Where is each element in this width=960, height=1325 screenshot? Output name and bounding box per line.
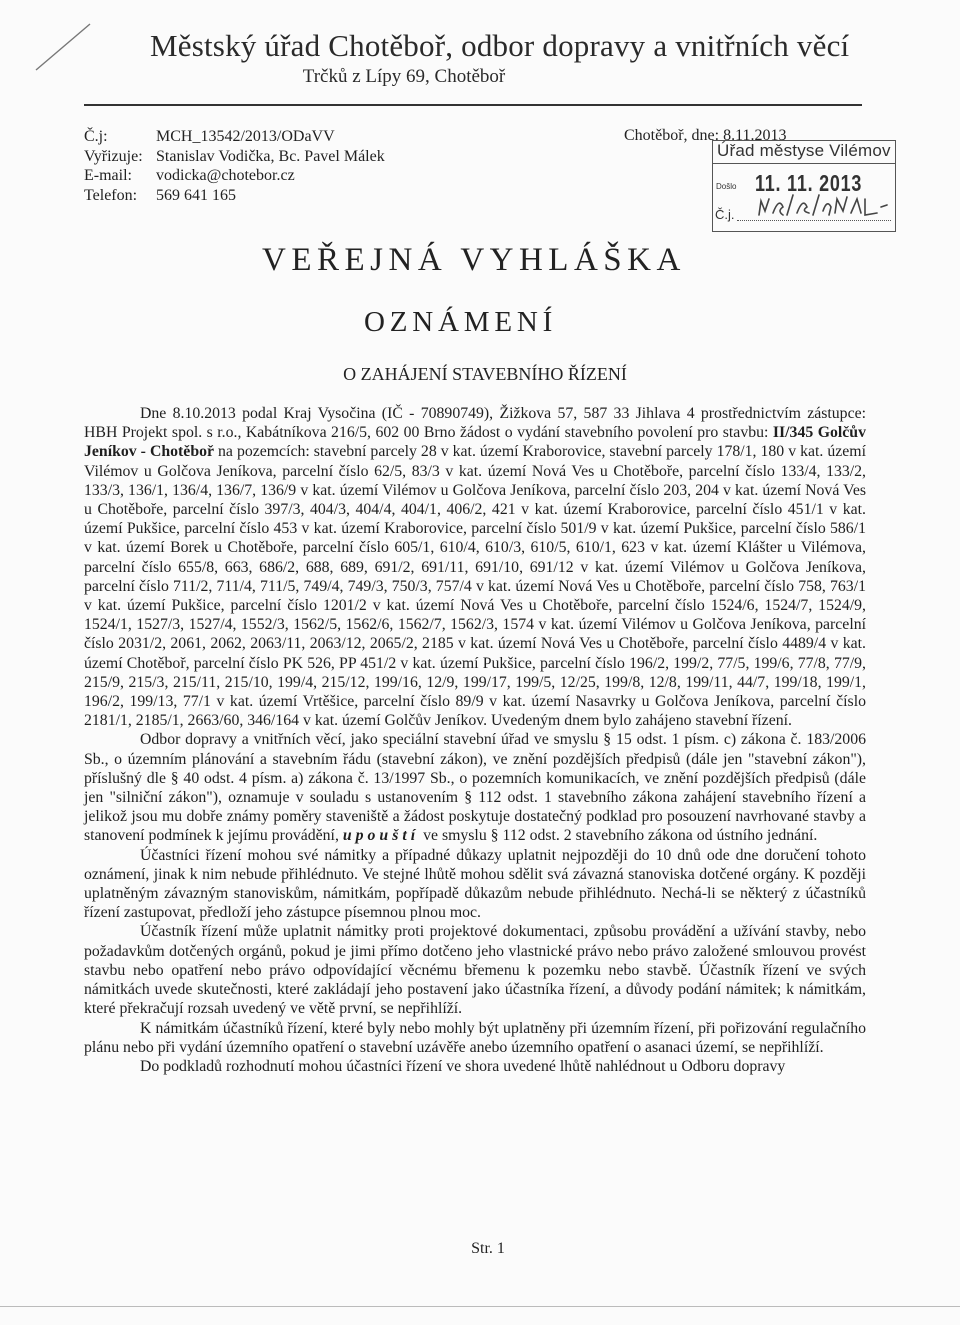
announcement-heading: OZNÁMENÍ — [364, 306, 558, 338]
handwritten-ref-number — [753, 185, 893, 221]
page-number: Str. 1 — [471, 1240, 505, 1257]
label-email: E-mail: — [84, 167, 132, 184]
scan-edge-line — [0, 1306, 960, 1307]
p2-emphasis: upouští — [342, 827, 420, 845]
header-rule — [84, 104, 862, 106]
paragraph-3: Účastníci řízení mohou své námitky a případné důkazy uplatnit nejpozději do 10 dnů ode dne doručení tohoto oznámení, jinak k nim nebude přihlédnuto. Ve stejné lhůtě mohou sdělit svá závazná stanoviska dotčené orgány. K později uplatněným závazným stanoviskům, námitkám, popřípadě důkazům nebude přihlédnuto. Nechá-li se některý z účastníků řízení zastupovat, předloží jeho zástupce písemnou plnou moc. — [84, 846, 866, 922]
stamp-office: Úřad městyse Vilémov — [717, 141, 891, 160]
p1-construction-name: II/345 Golčův Jeníkov - Chotěboř — [84, 424, 866, 461]
office-address: Trčků z Lípy 69, Chotěboř — [302, 66, 506, 87]
notice-heading: VEŘEJNÁ VYHLÁŠKA — [262, 242, 686, 278]
document-body — [84, 404, 866, 1076]
paragraph-1 — [84, 404, 866, 730]
received-stamp — [712, 140, 896, 232]
p1-text-b: na pozemcích: stavební parcely 28 v kat. území Kraborovice, stavební parcely 178/1, 180 v kat. území Vilémov u Golčova Jeníkova, parcelní číslo 62/5, 83/3 v kat. území Nová Ves u Chotěboře, parcelní číslo 133/4, 133/2, 133/3, 136/1, 136/4, 136/7, 136/9 v kat. území Vilémov u Golčova Jeníkova, parcelní číslo 203, 204 v kat. území Nová Ves u Chotěboře, parcelní číslo 397/3, 404/3, 404/4, 404/1, 406/2, 421 v kat. území Kraborovice, parcelní číslo 451/1 v kat. území Pukšice, parcelní číslo 453 v kat. území Kraborovice, parcelní číslo 501/9 v kat. území Pukšice, parcelní číslo 586/1 v kat. území Borek u Chotěboře, parcelní číslo 605/1, 610/4, 610/3, 610/5, 610/1, 623 v kat. území Klášter u Vilémova, parcelní číslo 655/8, 663, 686/2, 688, 689, 691/2, 691/11, 691/10, 691/12 v kat. území Vilémov u Golčova Jeníkova, parcelní číslo 711/2, 711/4, 711/5, 749/4, 749/3, 750/3, 757/4 v kat. území Nová Ves u Chotěboře, parcelní číslo 758, 763/1 v kat. území Pukšice, parcelní číslo 1201/2 v kat. území Nová Ves u Chotěboře, parcelní číslo 1524/6, 1524/7, 1524/9, 1524/1, 1527/3, 1527/4, 1552/3, 1562/5, 1562/6, 1562/7, 1562/3, 1574 v kat. území Vilémov u Golčova Jeníkova, parcelní číslo 2031/2, 2061, 2062, 2063/11, 2063/12, 2065/2, 2185 v kat. území Nová Ves u Chotěboře, parcelní číslo 4489/4 v kat. území Chotěboř, parcelní číslo PK 526, PP 451/2 v kat. území Pukšice, parcelní číslo 196/2, 199/2, 77/5, 199/6, 77/8, 77/9, 215/9, 215/3, 215/11, 215/10, 199/4, 215/12, 199/16, 12/9, 199/17, 199/5, 12/25, 199/8, 12/8, 199/11, 44/7, 199/18, 199/1, 196/2, 199/13, 77/1 v kat. území Vrtěšice, parcelní číslo 89/9 v kat. území Nasavrky u Golčova Jeníkova, parcelní číslo 2181/1, 2185/1, 2663/60, 346/164 v kat. území Golčův Jeníkov. Uvedeným dnem bylo zahájeno stavební řízení. — [84, 443, 866, 730]
paragraph-2 — [84, 730, 866, 845]
stamp-ref-label: Č.j. — [715, 207, 735, 222]
office-title: Městský úřad Chotěboř, odbor dopravy a vnitřních věcí — [150, 28, 850, 63]
label-ref: Č.j: — [84, 128, 108, 145]
paragraph-6: Do podkladů rozhodnutí mohou účastníci řízení ve shora uvedené lhůtě nahlédnout u Odboru dopravy — [140, 1057, 786, 1075]
p1-text-a: Dne 8.10.2013 podal Kraj Vysočina (IČ - 70890749), Žižkova 57, 587 33 Jihlava 4 prostřednictvím zástupce: HBH Projekt spol. s r.o., Kabátníkova 216/5, 602 00 Brno žádost o vydání stavebního povolení pro stavbu: — [84, 405, 866, 442]
proceeding-heading: O ZAHÁJENÍ STAVEBNÍHO ŘÍZENÍ — [343, 364, 627, 384]
stamp-received-label: Došlo — [716, 182, 737, 191]
meta-values — [156, 127, 385, 205]
value-phone: 569 641 165 — [156, 186, 236, 204]
value-email[interactable]: vodicka@chotebor.cz — [156, 167, 295, 184]
stamp-divider — [713, 163, 895, 164]
document-date: Chotěboř, dne: 8.11.2013 — [624, 127, 787, 144]
meta-labels — [84, 127, 143, 205]
value-handler: Stanislav Vodička, Bc. Pavel Málek — [156, 147, 385, 165]
paragraph-4: Účastník řízení může uplatnit námitky proti projektové dokumentaci, způsobu provádění a užívání stavby, nebo požadavkům dotčených orgánů, pokud je jimi přímo dotčeno jeho vlastnické právo nebo právo založené smlouvou provést stavbu nebo opatření nebo právo odpovídající věcnému břemenu k pozemku nebo stavbě. Účastník řízení ve svých námitkách uvede skutečnosti, které zakládají jeho postavení jako účastníka řízení, a důvody podání námitek; k námitkám, které překračují rozsah uvedený ve větě první, se nepřihlíží. — [84, 923, 866, 1018]
value-ref: MCH_13542/2013/ODaVV — [156, 128, 335, 145]
label-handler: Vyřizuje: — [84, 147, 143, 165]
label-phone: Telefon: — [84, 186, 138, 204]
stamp-received-date: 11. 11. 2013 — [755, 170, 863, 196]
p2-text-a: Odbor dopravy a vnitřních věcí, jako speciální stavební úřad ve smyslu § 15 odst. 1 písm. c) zákona č. 183/2006 Sb., o územním plánování a stavebním řádu (stavební zákon), ve znění pozdějších předpisů (dále jen "stavební zákon"), příslušný dle § 40 odst. 4 písm. a) zákona č. 13/1997 Sb., o pozemních komunikacích, ve znění pozdějších předpisů (dále jen "silniční zákon"), oznamuje v souladu s ustanovením § 112 odst. 1 stavebního zákona zahájení stavebního řízení a jelikož jsou mu dobře známy poměry staveniště a žádost poskytuje dostatečný podklad pro posouzení navrhované stavby a stanovení podmínek k jejímu provádění, — [84, 731, 866, 845]
p2-text-b: ve smyslu § 112 odst. 2 stavebního zákona od ústního jednání. — [419, 827, 818, 845]
paragraph-5: K námitkám účastníků řízení, které byly nebo mohly být uplatněny při územním řízení, při pořizování regulačního plánu nebo při vydání územního opatření o stavební uzávěře anebo územního opatření o asanaci území, se nepřihlíží. — [84, 1019, 866, 1056]
pen-mark — [32, 22, 92, 74]
